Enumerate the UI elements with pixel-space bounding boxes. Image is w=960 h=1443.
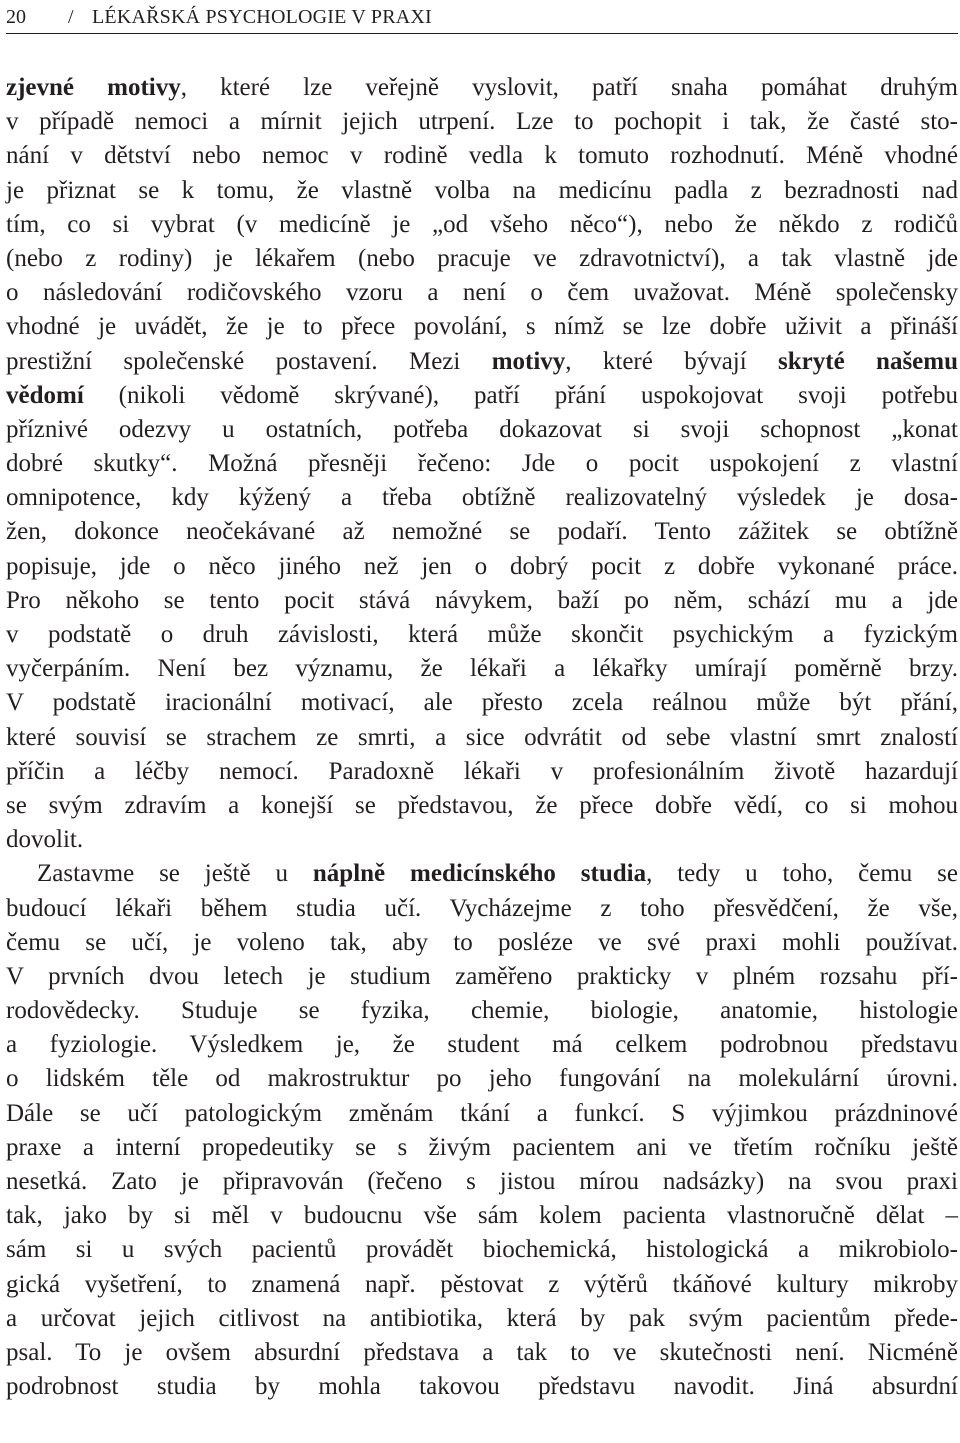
text-run: a určovat jejich citlivost na antibiotika, která by pak svým pacientům přede- bbox=[6, 1304, 958, 1332]
text-line bbox=[6, 618, 958, 652]
text-run: dobré skutky“. Možná přesněji řečeno: Jde o pocit uspokojení z vlastní bbox=[6, 450, 958, 478]
bold-term: zjevné motivy bbox=[6, 74, 181, 101]
text-line bbox=[6, 1131, 958, 1165]
running-title: LÉKAŘSKÁ PSYCHOLOGIE V PRAXI bbox=[92, 6, 432, 28]
text-line bbox=[6, 310, 958, 344]
text-line bbox=[6, 1062, 958, 1096]
text-run: čemu se učí, je voleno tak, aby to posléze ve své praxi mohli používat. bbox=[6, 928, 958, 956]
text-line bbox=[6, 379, 958, 413]
bold-term: náplně medicínského studia bbox=[312, 860, 647, 888]
text-line bbox=[6, 1336, 958, 1370]
text-line bbox=[6, 584, 958, 618]
text-run: sám si u svých pacientů provádět biochemická, histologická a mikrobiolo- bbox=[6, 1236, 958, 1264]
text-run: žen, dokonce neočekávané až nemožné se podaří. Tento zážitek se obtížně bbox=[6, 518, 958, 546]
text-run: vyčerpáním. Není bez významu, že lékaři a lékařky umírají poměrně brzy. bbox=[6, 655, 958, 683]
text-line bbox=[6, 174, 958, 208]
text-run: budoucí lékaři během studia učí. Vycházejme z toho přesvědčení, že vše, bbox=[6, 894, 958, 922]
text-run: příčin a léčby nemocí. Paradoxně lékaři v profesionálním životě hazardují bbox=[6, 757, 958, 785]
text-run: , tedy u toho, čemu se bbox=[646, 860, 958, 888]
text-run: podrobnost studia by mohla takovou představu navodit. Jiná absurdní bbox=[6, 1373, 958, 1401]
bold-term: skryté našemu bbox=[778, 347, 959, 375]
text-run: Zastavme se ještě u bbox=[37, 860, 313, 888]
text-run: je přiznat se k tomu, že vlastně volba na medicínu padla z bezradnosti nad bbox=[6, 176, 958, 204]
text-line bbox=[6, 721, 958, 755]
text-run: popisuje, jde o něco jiného než jen o dobrý pocit z dobře vykonané práce. bbox=[6, 552, 958, 580]
text-line bbox=[6, 1302, 958, 1336]
text-run: psal. To je ovšem absurdní představa a tak to ve skutečnosti není. Nicméně bbox=[6, 1338, 958, 1366]
text-run: příznivé odezvy u ostatních, potřeba dokazovat si svoji schopnost „konat bbox=[6, 415, 958, 443]
body-text bbox=[6, 71, 958, 1404]
text-run: rodovědecky. Studuje se fyzika, chemie, biologie, anatomie, histologie bbox=[6, 997, 958, 1025]
text-line bbox=[6, 960, 958, 994]
text-line bbox=[6, 1370, 958, 1404]
text-line bbox=[6, 481, 958, 515]
text-run: V prvních dvou letech je studium zaměřeno prakticky v plném rozsahu pří- bbox=[6, 962, 958, 990]
text-run: tím, co si vybrat (v medicíně je „od všeho něco“), nebo že někdo z rodičů bbox=[6, 210, 958, 238]
text-line bbox=[6, 789, 958, 823]
text-line bbox=[6, 823, 958, 857]
text-line bbox=[6, 345, 958, 379]
text-line bbox=[6, 1165, 958, 1199]
text-line bbox=[6, 515, 958, 549]
text-line bbox=[6, 71, 958, 105]
text-run: omnipotence, kdy kýžený a třeba obtížně realizovatelný výsledek je dosa- bbox=[6, 484, 958, 512]
text-run: které souvisí se strachem ze smrti, a sice odvrátit od sebe vlastní smrt znalostí bbox=[6, 723, 958, 751]
text-run: , které bývají bbox=[565, 347, 779, 375]
text-line bbox=[6, 652, 958, 686]
text-run: o následování rodičovského vzoru a není o čem uvažovat. Méně společensky bbox=[6, 279, 958, 307]
text-line bbox=[6, 1233, 958, 1267]
text-line bbox=[6, 926, 958, 960]
text-line bbox=[6, 105, 958, 139]
text-run: dovolit. bbox=[6, 826, 84, 854]
paragraph-motives bbox=[6, 71, 958, 857]
text-run: tak, jako by si měl v budoucnu vše sám kolem pacienta vlastnoručně dělat – bbox=[6, 1202, 958, 1230]
text-line bbox=[6, 139, 958, 173]
text-line bbox=[6, 686, 958, 720]
text-run: nání v dětství nebo nemoc v rodině vedla k tomuto rozhodnutí. Méně vhodné bbox=[6, 142, 958, 170]
text-line bbox=[6, 447, 958, 481]
text-run: v případě nemoci a mírnit jejich utrpení. Lze to pochopit i tak, že časté sto- bbox=[6, 108, 958, 136]
text-run: Dále se učí patologickým změnám tkání a funkcí. S výjimkou prázdninové bbox=[6, 1099, 958, 1127]
text-line bbox=[6, 550, 958, 584]
text-run: nesetká. Zato je připravován (řečeno s jistou mírou nadsázky) na svou praxi bbox=[6, 1168, 958, 1195]
bold-term: motivy bbox=[491, 347, 566, 375]
text-line bbox=[6, 892, 958, 926]
text-line bbox=[6, 994, 958, 1028]
text-line bbox=[6, 1199, 958, 1233]
bold-term: vědomí bbox=[6, 381, 84, 409]
running-header bbox=[6, 2, 958, 34]
paragraph-study-content bbox=[6, 857, 958, 1404]
text-line bbox=[6, 857, 958, 891]
text-run: V podstatě iracionální motivací, ale přesto zcela reálnou může být přání, bbox=[6, 689, 958, 717]
text-run: o lidském těle od makrostruktur po jeho fungování na molekulární úrovni. bbox=[6, 1065, 958, 1093]
header-separator: / bbox=[68, 6, 74, 28]
text-line bbox=[6, 1268, 958, 1302]
text-run: Pro někoho se tento pocit stává návykem, baží po něm, schází mu a jde bbox=[6, 586, 958, 614]
text-run: se svým zdravím a konejší se představou, že přece dobře vědí, co si mohou bbox=[6, 791, 958, 819]
text-line bbox=[6, 1097, 958, 1131]
text-run: gická vyšetření, to znamená např. pěstovat z výtěrů tkáňové kultury mikroby bbox=[6, 1270, 958, 1298]
text-run: (nikoli vědomě skrývané), patří přání uspokojovat svoji potřebu bbox=[83, 381, 958, 409]
text-line bbox=[6, 413, 958, 447]
text-line bbox=[6, 755, 958, 789]
text-run: a fyziologie. Výsledkem je, že student má celkem podrobnou představu bbox=[6, 1031, 958, 1059]
text-run: prestižní společenské postavení. Mezi bbox=[6, 347, 492, 375]
text-line bbox=[6, 276, 958, 310]
page-number: 20 bbox=[6, 6, 26, 28]
text-run: (nebo z rodiny) je lékařem (nebo pracuje ve zdravotnictví), a tak vlastně jde bbox=[6, 244, 958, 272]
text-run: praxe a interní propedeutiky se s živým pacientem ani ve třetím ročníku ještě bbox=[6, 1133, 958, 1161]
text-line bbox=[6, 208, 958, 242]
text-run: v podstatě o druh závislosti, která může skončit psychickým a fyzickým bbox=[6, 621, 958, 648]
text-run: vhodné je uvádět, že je to přece povolání, s nímž se lze dobře uživit a přináší bbox=[6, 313, 958, 341]
text-run: , které lze veřejně vyslovit, patří snaha pomáhat druhým bbox=[180, 74, 958, 101]
text-line bbox=[6, 242, 958, 276]
text-line bbox=[6, 1028, 958, 1062]
